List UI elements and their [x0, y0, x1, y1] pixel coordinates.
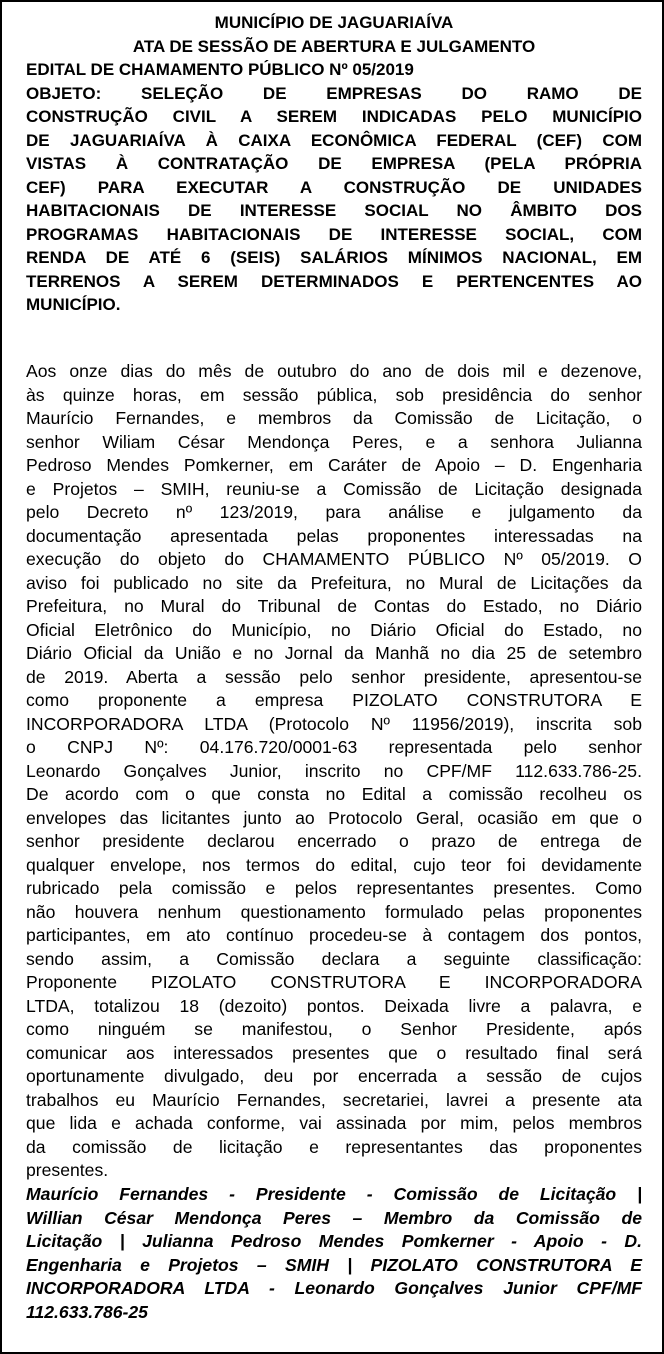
body-line: envelopes das licitantes junto ao Protocolo Geral, ocasião em que o: [26, 807, 642, 828]
body-line: sendo assim, a Comissão declara a seguinte classificação:: [26, 948, 642, 969]
header-line: OBJETO: SELEÇÃO DE EMPRESAS DO RAMO DE: [26, 83, 642, 103]
signature-line: Licitação | Julianna Pedroso Mendes Pomkerner - Apoio - D.: [26, 1231, 642, 1251]
body-line: Diário Oficial da União e no Jornal da Manhã no dia 25 de setembro: [26, 643, 642, 663]
body-line: senhor Wiliam César Mendonça Peres, e a senhora Julianna: [26, 431, 642, 452]
document-header: [26, 11, 642, 317]
body-line: como ninguém se manifestou, o Senhor Presidente, após: [26, 1019, 642, 1039]
body-line: documentação apresentada pelas proponentes interessadas na: [26, 525, 642, 546]
body-line: pelo Decreto nº 123/2019, para análise e julgamento da: [26, 502, 642, 522]
body-line: não houvera nenhum questionamento formulado pelas proponentes: [26, 901, 642, 922]
header-line: DE JAGUARIAÍVA À CAIXA ECONÔMICA FEDERAL (CEF) COM: [26, 130, 642, 150]
body-line: execução do objeto do CHAMAMENTO PÚBLICO Nº 05/2019. O: [26, 549, 642, 569]
header-line: HABITACIONAIS DE INTERESSE SOCIAL NO ÂMBITO DOS: [26, 201, 642, 220]
body-line: que lida e achada conforme, vai assinada por mim, pelos membros: [26, 1113, 642, 1133]
header-line: CONSTRUÇÃO CIVIL A SEREM INDICADAS PELO MUNICÍPIO: [26, 107, 642, 126]
body-line: senhor presidente declarou encerrado o prazo de entrega de: [26, 831, 642, 851]
body-line: o CNPJ Nº: 04.176.720/0001-63 representada pelo senhor: [26, 737, 642, 757]
body-line: Prefeitura, no Mural do Tribunal de Contas do Estado, no Diário: [26, 596, 642, 616]
body-line: oportunamente divulgado, deu por encerrada a sessão de cujos: [26, 1066, 642, 1086]
header-line: TERRENOS A SEREM DETERMINADOS E PERTENCENTES AO: [26, 271, 642, 291]
signature-line: INCORPORADORA LTDA - Leonardo Gonçalves Junior CPF/MF: [26, 1278, 642, 1298]
body-line: qualquer envelope, nos termos do edital, cujo teor foi devidamente: [26, 854, 642, 875]
header-line: PROGRAMAS HABITACIONAIS DE INTERESSE SOCIAL, COM: [26, 224, 642, 244]
body-line: LTDA, totalizou 18 (dezoito) pontos. Deixada livre a palavra, e: [26, 995, 642, 1016]
signature-line: Maurício Fernandes - Presidente - Comissão de Licitação |: [26, 1184, 642, 1204]
body-line: INCORPORADORA LTDA (Protocolo Nº 11956/2019), inscrita sob: [26, 713, 642, 734]
signature-line: Engenharia e Projetos – SMIH | PIZOLATO CONSTRUTORA E: [26, 1254, 642, 1275]
body-line: como proponente a empresa PIZOLATO CONSTRUTORA E: [26, 690, 642, 710]
minutes-body: [26, 360, 642, 1183]
body-line: e Projetos – SMIH, reuniu-se a Comissão de Licitação designada: [26, 478, 642, 499]
header-line: ATA DE SESSÃO DE ABERTURA E JULGAMENTO: [132, 36, 536, 56]
body-line: de 2019. Aberta a sessão pelo senhor presidente, apresentou-se: [26, 666, 642, 687]
body-line: aviso foi publicado no site da Prefeitura, no Mural de Licitações da: [26, 572, 642, 593]
body-line: Pedroso Mendes Pomkerner, em Caráter de Apoio – D. Engenharia: [26, 455, 642, 475]
header-line: VISTAS À CONTRATAÇÃO DE EMPRESA (PELA PRÓPRIA: [26, 154, 642, 173]
header-line: MUNICÍPIO DE JAGUARIAÍVA: [214, 13, 454, 32]
body-line: Maurício Fernandes, e membros da Comissão de Licitação, o: [26, 408, 642, 428]
signature-line: Willian César Mendonça Peres – Membro da Comissão de: [26, 1207, 642, 1228]
body-line: Leonardo Gonçalves Junior, inscrito no CPF/MF 112.633.786-25.: [26, 760, 642, 781]
body-line: às quinze horas, em sessão pública, sob presidência do senhor: [26, 384, 642, 405]
body-line: comunicar aos interessados presentes que o resultado final será: [26, 1042, 642, 1063]
body-line: rubricado pela comissão e pelos representantes presentes. Como: [26, 878, 642, 898]
body-line: Aos onze dias do mês de outubro do ano de dois mil e dezenove,: [26, 361, 642, 381]
body-line: Oficial Eletrônico do Município, no Diário Oficial do Estado, no: [26, 619, 642, 640]
body-line: participantes, em ato contínuo procedeu-se à contagem dos pontos,: [26, 925, 642, 945]
header-line: MUNICÍPIO.: [26, 295, 121, 314]
header-line: CEF) PARA EXECUTAR A CONSTRUÇÃO DE UNIDADES: [26, 177, 642, 197]
body-line: Proponente PIZOLATO CONSTRUTORA E INCORPORADORA: [26, 972, 642, 992]
header-line: RENDA DE ATÉ 6 (SEIS) SALÁRIOS MÍNIMOS NACIONAL, EM: [26, 248, 642, 267]
body-line: De acordo com o que consta no Edital a comissão recolheu os: [26, 784, 642, 804]
header-line: EDITAL DE CHAMAMENTO PÚBLICO Nº 05/2019: [26, 60, 414, 79]
signatures: [26, 1183, 642, 1324]
body-line: trabalhos eu Maurício Fernandes, secretariei, lavrei a presente ata: [26, 1089, 642, 1110]
body-line: presentes.: [26, 1160, 109, 1180]
signature-line: 112.633.786-25: [26, 1301, 148, 1322]
body-line: da comissão de licitação e representantes das proponentes: [26, 1136, 642, 1157]
